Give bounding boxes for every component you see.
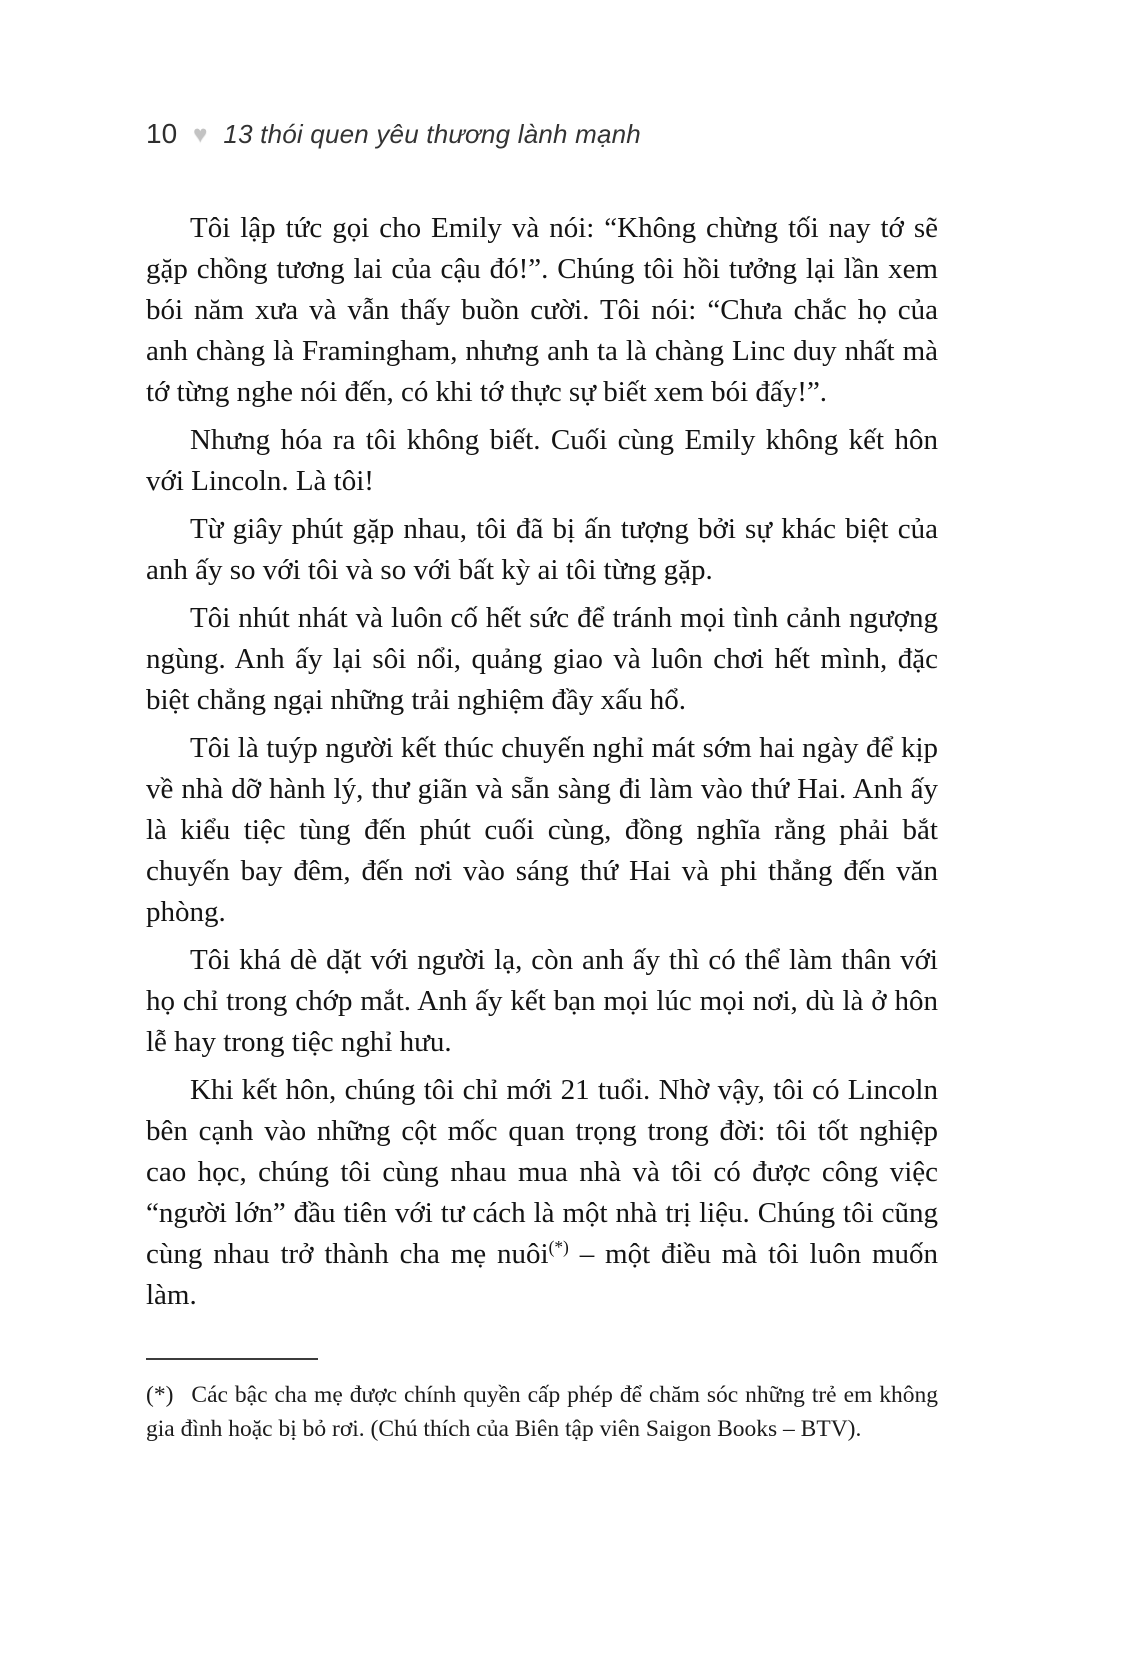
paragraph-1: Tôi lập tức gọi cho Emily và nói: “Không chừng tối nay tớ sẽ gặp chồng tương lai của cậu đó!”. Chúng tôi hồi tưởng lại lần xem bói năm xưa và vẫn thấy buồn cười. Tôi nói: “Chưa chắc họ của anh chàng là Framingham, nhưng anh ta là chàng Linc duy nhất mà tớ từng nghe nói đến, có khi tớ thực sự biết xem bói đấy!”.: [146, 212, 938, 408]
footnote-body: Các bậc cha mẹ được chính quyền cấp phép để chăm sóc những trẻ em không gia đình hoặc bị bỏ rơi. (Chú thích của Biên tập viên Saigon Books – BTV).: [146, 1382, 938, 1442]
page-header: [146, 118, 938, 150]
paragraph-7-text-after: – một điều mà tôi luôn muốn làm.: [146, 1238, 939, 1311]
page-number: 10: [146, 118, 178, 149]
paragraph-3: Từ giây phút gặp nhau, tôi đã bị ấn tượng bởi sự khác biệt của anh ấy so với tôi và so với bất kỳ ai tôi từng gặp.: [146, 513, 938, 586]
paragraph-6: Tôi khá dè dặt với người lạ, còn anh ấy thì có thể làm thân với họ chỉ trong chớp mắt. Anh ấy kết bạn mọi lúc mọi nơi, dù là ở hôn lễ hay trong tiệc nghỉ hưu.: [146, 944, 938, 1058]
paragraph-7-text: Khi kết hôn, chúng tôi chỉ mới 21 tuổi. Nhờ vậy, tôi có Lincoln bên cạnh vào những cột mốc quan trọng trong đời: tôi tốt nghiệp cao học, chúng tôi cùng nhau mua nhà và tôi có được công việc “người lớn” đầu tiên với tư cách là một nhà trị liệu. Chúng tôi cũng cùng nhau trở thành cha mẹ nuôi: [146, 1074, 938, 1270]
body-text: [146, 208, 938, 1316]
footnote-marker: (*): [146, 1382, 174, 1408]
paragraph-4: Tôi nhút nhát và luôn cố hết sức để tránh mọi tình cảnh ngượng ngùng. Anh ấy lại sôi nổi, quảng giao và luôn chơi hết mình, đặc biệt chẳng ngại những trải nghiệm đầy xấu hổ.: [146, 602, 938, 716]
footnote-text: [146, 1378, 938, 1446]
footnote-reference-marker: (*): [548, 1237, 569, 1258]
paragraph-5: Tôi là tuýp người kết thúc chuyến nghỉ mát sớm hai ngày để kịp về nhà dỡ hành lý, thư giãn và sẵn sàng đi làm vào thứ Hai. Anh ấy là kiểu tiệc tùng đến phút cuối cùng, đồng nghĩa rằng phải bắt chuyến bay đêm, đến nơi vào sáng thứ Hai và phi thẳng đến văn phòng.: [146, 732, 938, 928]
footnote-section: [146, 1358, 938, 1446]
paragraph-7: [146, 1070, 938, 1316]
heart-icon: ♥: [193, 122, 208, 148]
paragraph-2: Nhưng hóa ra tôi không biết. Cuối cùng Emily không kết hôn với Lincoln. Là tôi!: [146, 424, 938, 497]
footnote-divider: [146, 1358, 318, 1360]
book-title: 13 thói quen yêu thương lành mạnh: [223, 118, 641, 149]
